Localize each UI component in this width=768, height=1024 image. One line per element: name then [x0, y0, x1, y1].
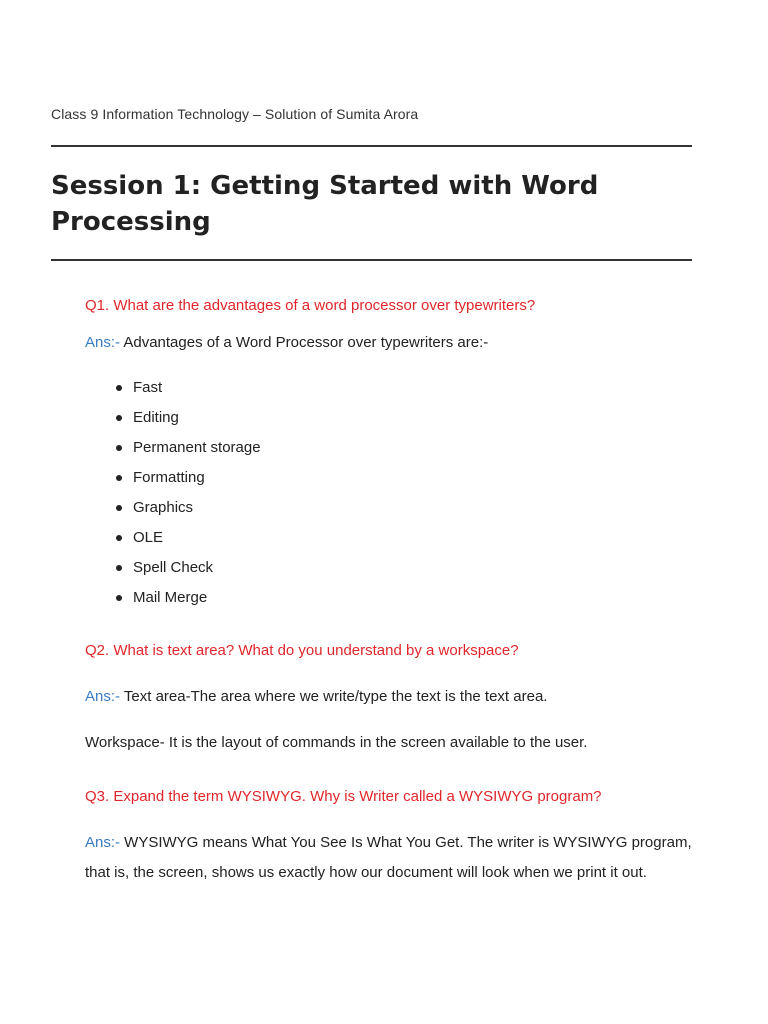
list-item	[116, 528, 261, 558]
list-item	[116, 498, 261, 528]
answer-label: Ans:-	[85, 834, 121, 851]
list-item	[116, 588, 261, 618]
answer-2-text: Text area-The area where we write/type the text is the text area.	[120, 688, 548, 705]
answer-1-text: Advantages of a Word Processor over typewriters are:-	[120, 334, 489, 351]
question-2: Q2. What is text area? What do you understand by a workspace?	[85, 642, 519, 659]
list-item-text: OLE	[133, 529, 164, 546]
bullet-icon	[116, 565, 122, 571]
question-3: Q3. Expand the term WYSIWYG. Why is Writer called a WYSIWYG program?	[85, 788, 602, 805]
answer-2	[85, 688, 695, 705]
list-item-text: Formatting	[133, 469, 205, 486]
list-item-text: Permanent storage	[133, 439, 261, 456]
workspace-definition: Workspace- It is the layout of commands in the screen available to the user.	[85, 734, 588, 751]
bullet-icon	[116, 535, 122, 541]
answer-label: Ans:-	[85, 334, 121, 351]
answer-label: Ans:-	[85, 688, 121, 705]
bullet-icon	[116, 445, 122, 451]
answer-3-text: WYSIWYG means What You See Is What You Get. The writer is WYSIWYG program, that is, the screen, shows us exactly how our document will look when we print it out.	[85, 834, 692, 881]
answer-3	[85, 828, 695, 887]
bullet-icon	[116, 415, 122, 421]
top-divider	[51, 145, 692, 147]
breadcrumb: Class 9 Information Technology – Solution of Sumita Arora	[51, 106, 419, 122]
list-item-text: Editing	[133, 409, 179, 426]
bullet-icon	[116, 505, 122, 511]
list-item	[116, 558, 261, 588]
answer-1	[85, 334, 695, 351]
question-1: Q1. What are the advantages of a word processor over typewriters?	[85, 297, 536, 314]
list-item-text: Fast	[133, 379, 163, 396]
list-item	[116, 438, 261, 468]
bullet-icon	[116, 475, 122, 481]
list-item	[116, 468, 261, 498]
list-item	[116, 378, 261, 408]
list-item-text: Mail Merge	[133, 589, 208, 606]
page-title: Session 1: Getting Started with Word Processing	[51, 171, 599, 237]
list-item	[116, 408, 261, 438]
bottom-divider	[51, 259, 692, 261]
list-item-text: Graphics	[133, 499, 194, 516]
bullet-icon	[116, 595, 122, 601]
bullet-icon	[116, 385, 122, 391]
advantages-list	[116, 378, 261, 618]
list-item-text: Spell Check	[133, 559, 214, 576]
